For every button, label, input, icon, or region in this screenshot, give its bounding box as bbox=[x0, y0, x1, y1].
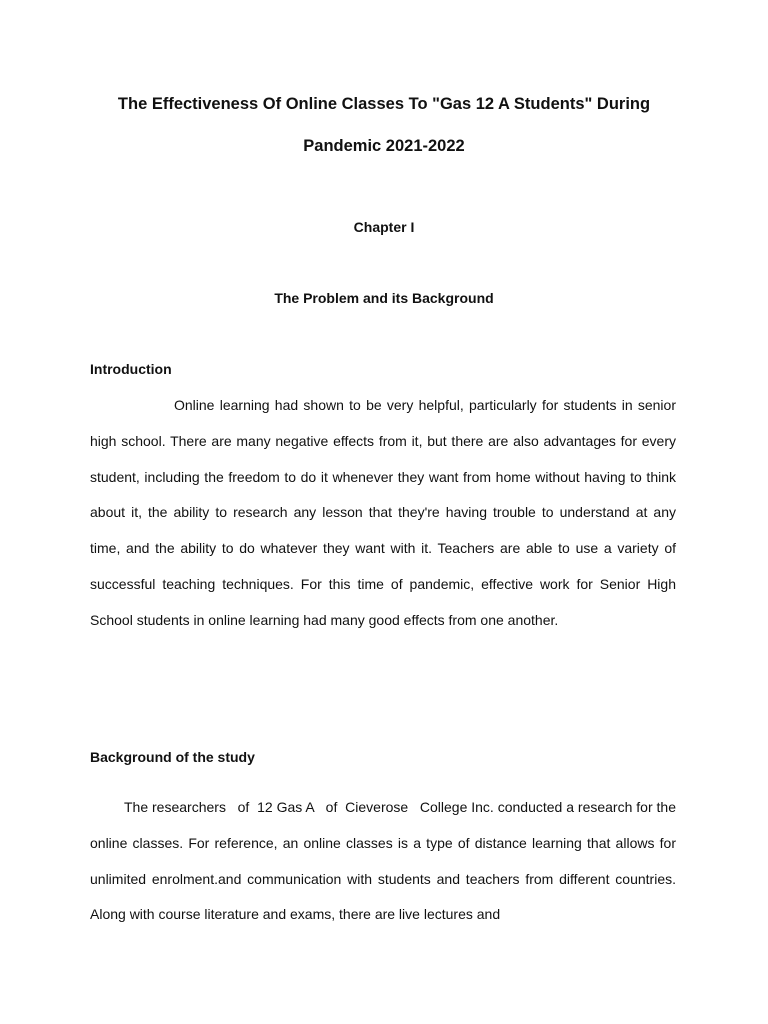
background-paragraph: The researchers of 12 Gas A of Cieverose College Inc. conducted a research for the online classes. For reference, an online classes is a type of distance learning that allows for unlimited enrolment.and communication with students and teachers from different countries. Along with course literature and exams, there are live lectures and bbox=[90, 799, 680, 923]
introduction-heading: Introduction bbox=[90, 361, 172, 377]
document-title-line-2: Pandemic 2021-2022 bbox=[303, 137, 465, 155]
introduction-paragraph: Online learning had shown to be very helpful, particularly for students in senior high school. There are many negative effects from it, but there are also advantages for every student, including the freedom to do it whenever they want from home without having to think about it, the ability to research any lesson that they're having trouble to understand at any time, and the ability to do whatever they want with it. Teachers are able to use a variety of successful teaching techniques. For this time of pandemic, effective work for Senior High School students in online learning had many good effects from one another. bbox=[90, 397, 676, 628]
chapter-heading: Chapter I bbox=[353, 219, 415, 235]
chapter-title: The Problem and its Background bbox=[274, 290, 494, 306]
background-heading: Background of the study bbox=[90, 749, 255, 765]
document-title-line-1: The Effectiveness Of Online Classes To "Gas 12 A Students" During bbox=[117, 95, 651, 113]
